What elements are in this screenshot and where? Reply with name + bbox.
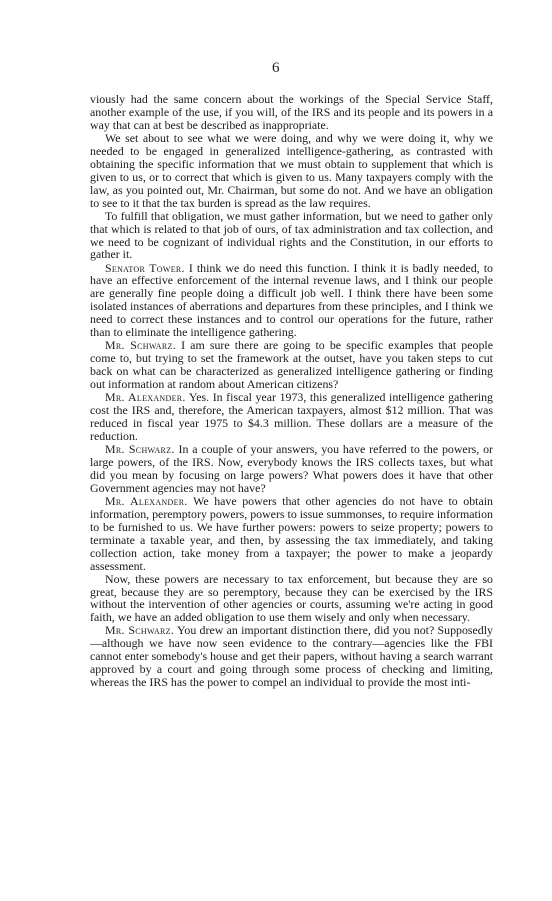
paragraph: [90, 262, 493, 340]
paragraph: [90, 573, 493, 625]
paragraph: [90, 93, 493, 132]
paragraph-text: To fulfill that obligation, we must gather information, but we need to gather only that which is related to that job of ours, of tax administration and tax collection, and we need to be cognizant of individual rights and the Constitution, in our efforts to gather it.: [90, 208, 493, 262]
paragraph: [90, 624, 493, 689]
paragraph: [90, 495, 493, 573]
speaker-name: Mr. Schwarz.: [105, 338, 176, 353]
paragraph: [90, 210, 493, 262]
paragraph: [90, 443, 493, 495]
page-number: 6: [272, 60, 280, 76]
paragraph-text: Now, these powers are necessary to tax enforcement, but because they are so great, because they are so peremptory, because they can be exercised by the IRS without the intervention of other agencies or courts, assuming we're acting in good faith, we have an added obligation to use them wisely and only when necessary.: [90, 571, 493, 625]
speaker-name: Senator Tower.: [105, 260, 185, 275]
paragraph-text: Yes. In fiscal year 1973, this generalized intelligence gathering cost the IRS and, therefore, the American taxpayers, almost $12 million. That was reduced in fiscal year 1975 to $4.3 million. These dollars are a measure of the reduction.: [90, 390, 494, 443]
paragraph-text: We set about to see what we were doing, and why we were doing it, why we needed to be engaged in generalized intelligence-gathering, as contrasted with obtaining the specific information that we must obtain to supplement that which is given to us, or to correct that which is given to us. Many taxpayers comply with the law, as you pointed out, Mr. Chairman, but some do not. And we have an obligation to see to it that the tax burden is spread as the law requires.: [90, 130, 493, 210]
paragraph-text: viously had the same concern about the workings of the Special Service Staff, another example of the use, if you will, of the IRS and its people and its powers in a way that can at best be described as inappropriate.: [90, 92, 493, 132]
paragraph: [90, 391, 493, 443]
paragraph-text: You drew an important distinction there, did you not? Supposedly—although we have now seen evidence to the contrary—agencies like the FBI cannot enter somebody's house and get their papers, without having a search warrant approved by a court and going through some process of checking and limiting, whereas the IRS has the power to compel an individual to provide the most inti-: [90, 623, 493, 690]
paragraph-text: I think we do need this function. I think it is badly needed, to have an effective enforcement of the internal revenue laws, and I think our people are generally fine people doing a difficult job well. I think there have been some isolated instances of aberrations and departures from these principles, and I think we need to correct these instances and to control our operations for the future, rather than to eliminate the intelligence gathering.: [90, 260, 493, 340]
speaker-name: Mr. Alexander.: [105, 493, 188, 508]
speaker-name: Mr. Schwarz.: [105, 442, 175, 457]
paragraph: [90, 339, 493, 391]
body-text: [90, 93, 493, 689]
speaker-name: Mr. Alexander.: [105, 390, 186, 405]
speaker-name: Mr. Schwarz.: [105, 623, 175, 638]
paragraph-text: I am sure there are going to be specific examples that people come to, but trying to set the framework at the outset, have you taken steps to cut back on what can be characterized as generalized intelligence gathering or finding out information at random about American citizens?: [90, 338, 493, 392]
paragraph-text: In a couple of your answers, you have referred to the powers, or large powers, of the IRS. Now, everybody knows the IRS collects taxes, but what did you mean by focusing on large powers? What powers does it have that other Government agencies may not have?: [90, 442, 493, 495]
paragraph-text: We have powers that other agencies do not have to obtain information, peremptory powers, powers to issue summonses, to require information to be furnished to us. We have further powers: powers to seize property; powers to terminate a taxable year, and then, by assessing the tax immediately, and taking collection action, take money from a taxpayer; the power to make a jeopardy assessment.: [90, 493, 494, 573]
paragraph: [90, 132, 493, 210]
